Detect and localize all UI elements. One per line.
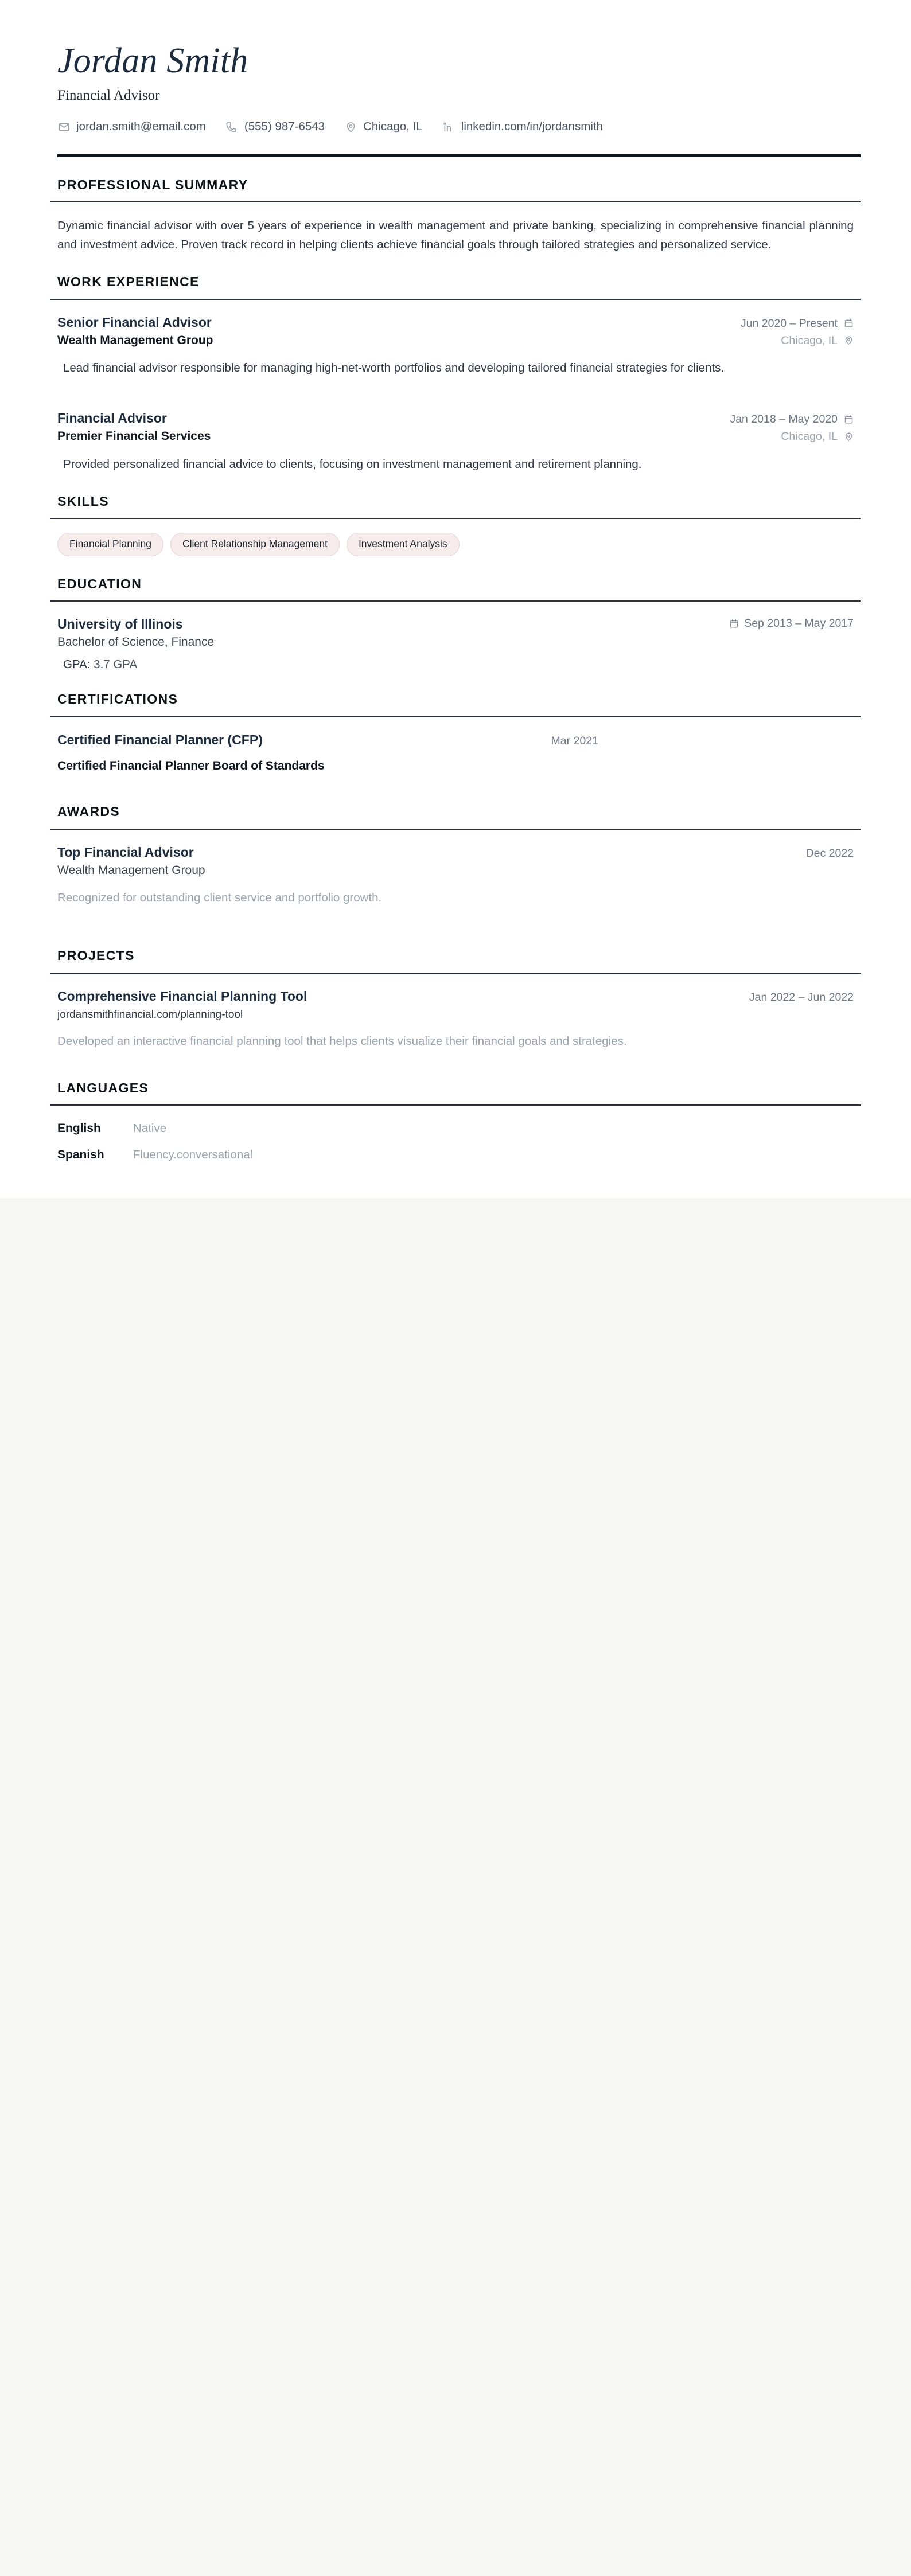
work-location-text: Chicago, IL	[781, 430, 838, 443]
section-divider	[50, 201, 861, 202]
education-title-row	[57, 615, 854, 633]
section-divider	[50, 299, 861, 300]
section-heading-work: WORK EXPERIENCE	[57, 274, 200, 290]
work-dates-text: Jan 2018 – May 2020	[730, 413, 838, 426]
section-divider	[50, 716, 861, 717]
calendar-icon	[843, 415, 854, 425]
award-date: Dec 2022	[805, 846, 854, 860]
section-professional-summary	[50, 157, 861, 255]
section-heading-projects: PROJECTS	[57, 948, 135, 963]
award-title-row	[57, 844, 854, 861]
award-issuer: Wealth Management Group	[57, 863, 205, 877]
work-entry-title-row	[57, 409, 854, 427]
language-level: Fluency.conversational	[133, 1148, 253, 1161]
skill-tag: Investment Analysis	[347, 533, 460, 556]
project-entry	[50, 988, 861, 1051]
contact-email[interactable]	[57, 121, 206, 134]
linkedin-icon	[442, 121, 455, 134]
calendar-icon	[843, 318, 854, 329]
work-dates	[741, 316, 854, 331]
spacer	[50, 397, 861, 409]
contact-email-text: jordan.smith@email.com	[76, 120, 206, 134]
work-entry-company-row	[57, 331, 854, 350]
contact-location-text: Chicago, IL	[363, 120, 423, 134]
skills-list	[50, 533, 861, 556]
work-job-title: Financial Advisor	[57, 411, 167, 426]
section-awards	[50, 775, 861, 907]
certification-entry	[50, 731, 861, 775]
education-gpa-value: 3.7 GPA	[94, 658, 138, 672]
education-gpa	[57, 658, 854, 672]
education-degree: Bachelor of Science, Finance	[57, 635, 215, 649]
project-title: Comprehensive Financial Planning Tool	[57, 988, 307, 1004]
section-heading-certifications: CERTIFICATIONS	[57, 692, 178, 707]
work-description: Provided personalized financial advice to clients, focusing on investment management and retirement planning.	[63, 457, 642, 471]
language-name: English	[57, 1121, 101, 1135]
section-divider	[50, 600, 861, 602]
project-description: Developed an interactive financial planning tool that helps clients visualize their financial goals and strategies.	[57, 1035, 627, 1048]
contact-row	[57, 121, 861, 134]
phone-icon	[225, 121, 238, 134]
section-heading-education: EDUCATION	[57, 576, 142, 591]
work-location	[781, 429, 854, 444]
section-languages	[50, 1051, 861, 1164]
language-level: Native	[133, 1121, 167, 1135]
award-title: Top Financial Advisor	[57, 844, 194, 860]
location-icon	[843, 335, 854, 346]
work-dates-text: Jun 2020 – Present	[740, 317, 838, 330]
email-icon	[57, 121, 70, 134]
award-description: Recognized for outstanding client service and portfolio growth.	[57, 891, 382, 905]
work-job-title: Senior Financial Advisor	[57, 314, 212, 330]
language-name: Spanish	[57, 1148, 104, 1161]
section-heading-languages: LANGUAGES	[57, 1080, 149, 1095]
work-location	[781, 333, 854, 348]
section-divider	[50, 973, 861, 974]
work-dates	[730, 412, 854, 427]
language-row	[57, 1146, 854, 1164]
education-school: University of Illinois	[57, 616, 183, 631]
work-entry-title-row	[57, 314, 854, 331]
resume-sheet	[0, 0, 911, 1198]
section-work-experience	[50, 254, 861, 474]
certification-issuer: Certified Financial Planner Board of Standards	[57, 759, 325, 772]
work-entry	[50, 314, 861, 378]
education-dates-text: Sep 2013 – May 2017	[744, 617, 854, 630]
project-title-row	[57, 988, 854, 1005]
contact-phone[interactable]	[225, 121, 325, 134]
contact-location	[344, 121, 423, 134]
section-skills	[50, 474, 861, 556]
education-gpa-label: GPA:	[63, 658, 91, 672]
skill-tag: Client Relationship Management	[170, 533, 340, 556]
section-divider	[50, 1104, 861, 1106]
section-heading-awards: AWARDS	[57, 804, 120, 819]
work-entry-company-row	[57, 427, 854, 446]
work-company: Premier Financial Services	[57, 430, 211, 443]
header-role: Financial Advisor	[57, 88, 160, 104]
skill-tag: Financial Planning	[57, 533, 163, 556]
section-projects	[50, 907, 861, 1051]
education-entry	[50, 615, 861, 672]
calendar-icon	[729, 618, 739, 629]
certification-date: Mar 2021	[551, 734, 598, 747]
contact-phone-text: (555) 987-6543	[244, 120, 325, 134]
section-heading-skills: SKILLS	[57, 494, 109, 509]
award-entry	[50, 844, 861, 908]
section-divider	[50, 518, 861, 519]
section-education	[50, 556, 861, 672]
education-dates	[729, 616, 854, 631]
certification-title-row	[57, 731, 854, 749]
work-company: Wealth Management Group	[57, 333, 213, 347]
language-row	[57, 1119, 854, 1138]
page-title: Jordan Smith	[57, 41, 248, 80]
contact-linkedin[interactable]	[442, 121, 603, 134]
section-certifications	[50, 672, 861, 775]
work-location-text: Chicago, IL	[781, 334, 838, 347]
work-description: Lead financial advisor responsible for managing high-net-worth portfolios and developing tailored financial strategies for clients.	[63, 361, 725, 375]
project-url[interactable]: jordansmithfinancial.com/planning-tool	[57, 1008, 243, 1021]
certification-name: Certified Financial Planner (CFP)	[57, 732, 263, 747]
work-entry	[50, 409, 861, 474]
section-divider	[50, 829, 861, 830]
location-icon	[344, 121, 357, 134]
location-icon	[843, 432, 854, 442]
project-dates: Jan 2022 – Jun 2022	[749, 990, 854, 1004]
section-heading-summary: PROFESSIONAL SUMMARY	[57, 177, 248, 192]
contact-linkedin-text: linkedin.com/in/jordansmith	[461, 120, 604, 134]
languages-list	[50, 1119, 861, 1164]
summary-text: Dynamic financial advisor with over 5 years of experience in wealth management and private banking, specializing in comprehensive financial planning and investment advice. Proven track record in helping clients achieve financial goals through tailored strategies and personalized service.	[57, 218, 854, 252]
resume-header	[50, 42, 861, 157]
